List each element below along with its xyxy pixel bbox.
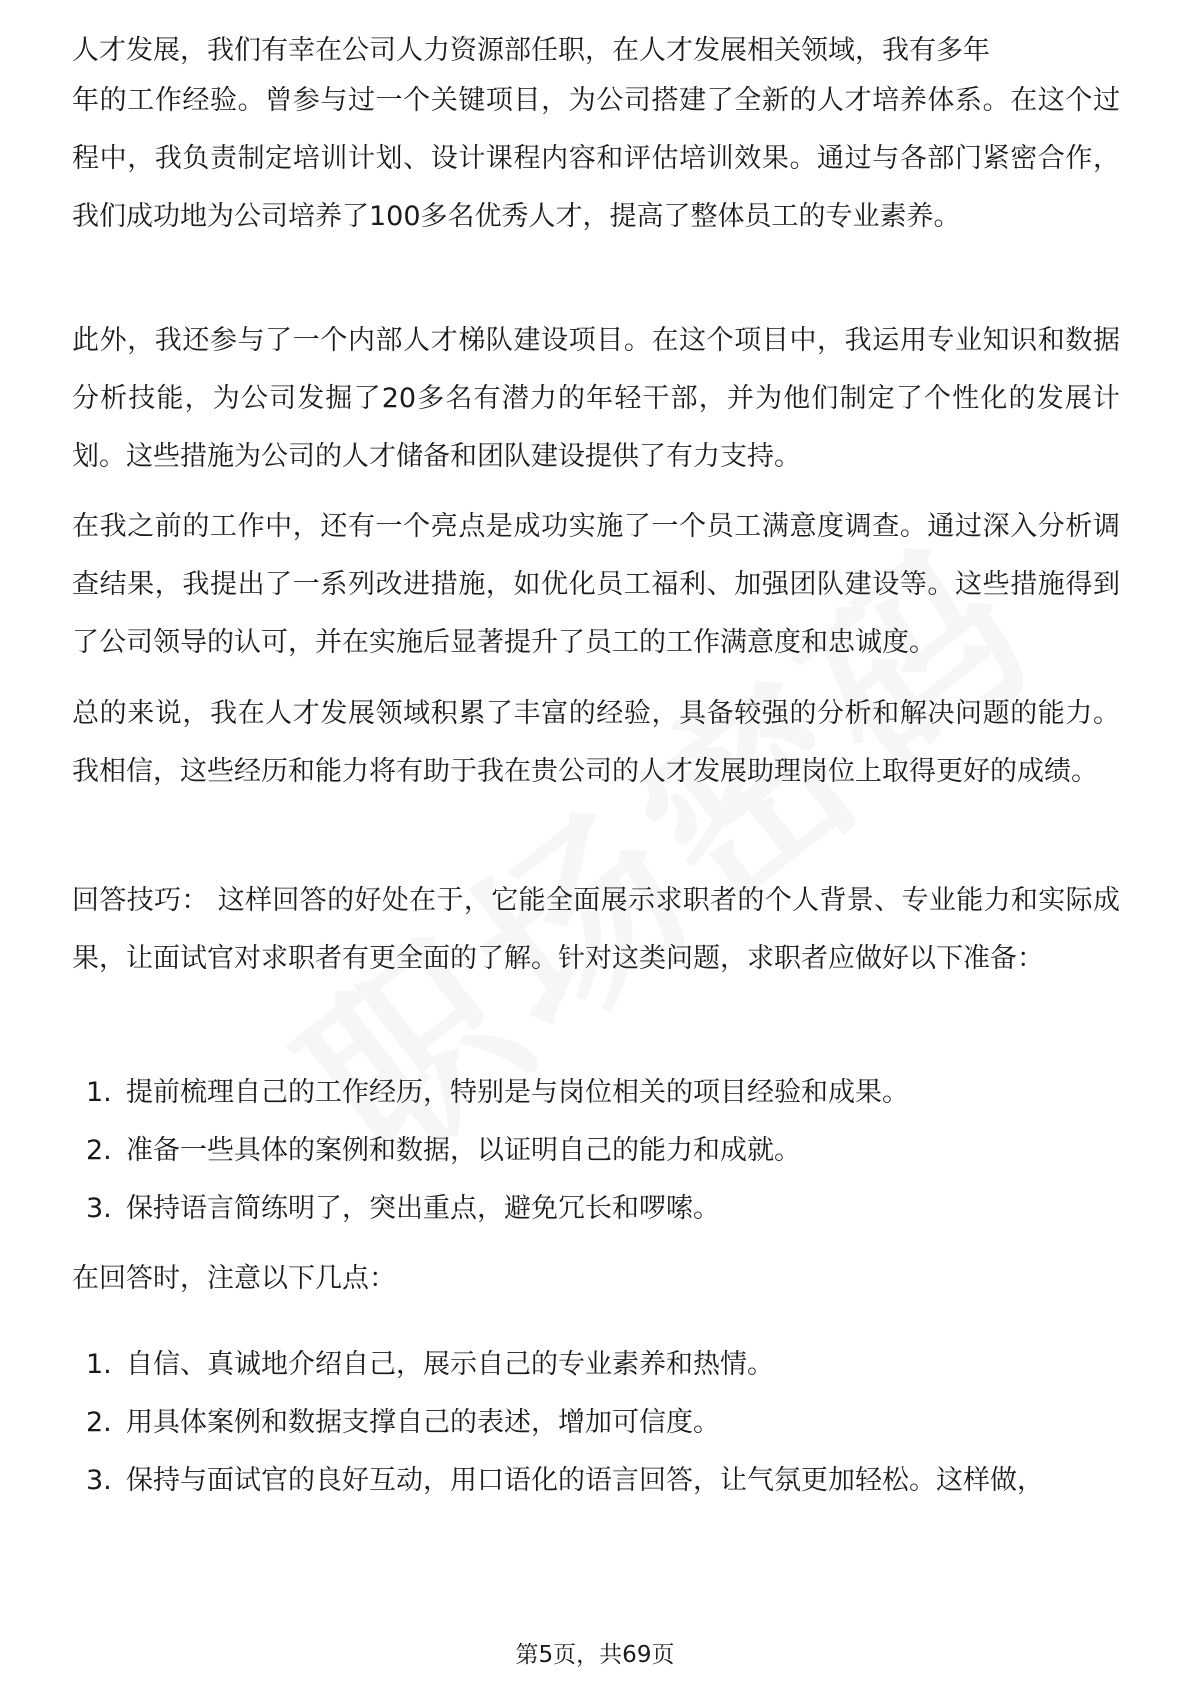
page-footer (0, 1636, 1190, 1669)
attention-list (86, 1336, 1120, 1510)
list-number: 1. (86, 1349, 112, 1380)
paragraph-talent-pipeline: 此外，我还参与了一个内部人才梯队建设项目。在这个项目中，我运用专业知识和数据分析技能，为公司发掘了20多名有潜力的年轻干部，并为他们制定了个性化的发展计划。这些措施为公司的人才储备和团队建设提供了有力支持。 (72, 325, 1120, 472)
list-text: 准备一些具体的案例和数据，以证明自己的能力和成就。 (126, 1135, 801, 1166)
preparation-list (86, 1064, 1120, 1238)
page-number-label: 第5页，共69页 (515, 1642, 675, 1668)
paragraph-summary: 总的来说，我在人才发展领域积累了丰富的经验，具备较强的分析和解决问题的能力。我相信，这些经历和能力将有助于我在贵公司的人才发展助理岗位上取得更好的成绩。 (72, 698, 1120, 787)
paragraph-cut-top: 人才发展，我们有幸在公司人力资源部任职，在人才发展相关领域，我有多年 (72, 35, 990, 66)
list-number: 1. (86, 1077, 112, 1108)
list-item (86, 1180, 1120, 1238)
list-number: 3. (86, 1465, 112, 1496)
list-text: 用具体案例和数据支撑自己的表述，增加可信度。 (126, 1407, 720, 1438)
list-item (86, 1452, 1120, 1510)
paragraph-satisfaction-survey: 在我之前的工作中，还有一个亮点是成功实施了一个员工满意度调查。通过深入分析调查结果，我提出了一系列改进措施，如优化员工福利、加强团队建设等。这些措施得到了公司领导的认可，并在实施后显著提升了员工的工作满意度和忠诚度。 (72, 511, 1120, 658)
list-number: 2. (86, 1407, 112, 1438)
list-item (86, 1122, 1120, 1180)
list-number: 2. (86, 1135, 112, 1166)
list-text: 提前梳理自己的工作经历，特别是与岗位相关的项目经验和成果。 (126, 1077, 909, 1108)
paragraph-work-experience: 年的工作经验。曾参与过一个关键项目，为公司搭建了全新的人才培养体系。在这个过程中，我负责制定培训计划、设计课程内容和评估培训效果。通过与各部门紧密合作，我们成功地为公司培养了100多名优秀人才，提高了整体员工的专业素养。 (72, 85, 1120, 232)
list-text: 自信、真诚地介绍自己，展示自己的专业素养和热情。 (126, 1349, 774, 1380)
list-item (86, 1336, 1120, 1394)
paragraph-answer-tips: 回答技巧： 这样回答的好处在于，它能全面展示求职者的个人背景、专业能力和实际成果，让面试官对求职者有更全面的了解。针对这类问题，求职者应做好以下准备： (72, 885, 1120, 974)
paragraph-attention-points: 在回答时，注意以下几点： (72, 1263, 396, 1294)
list-number: 3. (86, 1193, 112, 1224)
list-item (86, 1064, 1120, 1122)
list-text: 保持语言简练明了，突出重点，避免冗长和啰嗦。 (126, 1193, 720, 1224)
list-item (86, 1394, 1120, 1452)
list-text: 保持与面试官的良好互动，用口语化的语言回答，让气氛更加轻松。这样做， (126, 1465, 1044, 1496)
